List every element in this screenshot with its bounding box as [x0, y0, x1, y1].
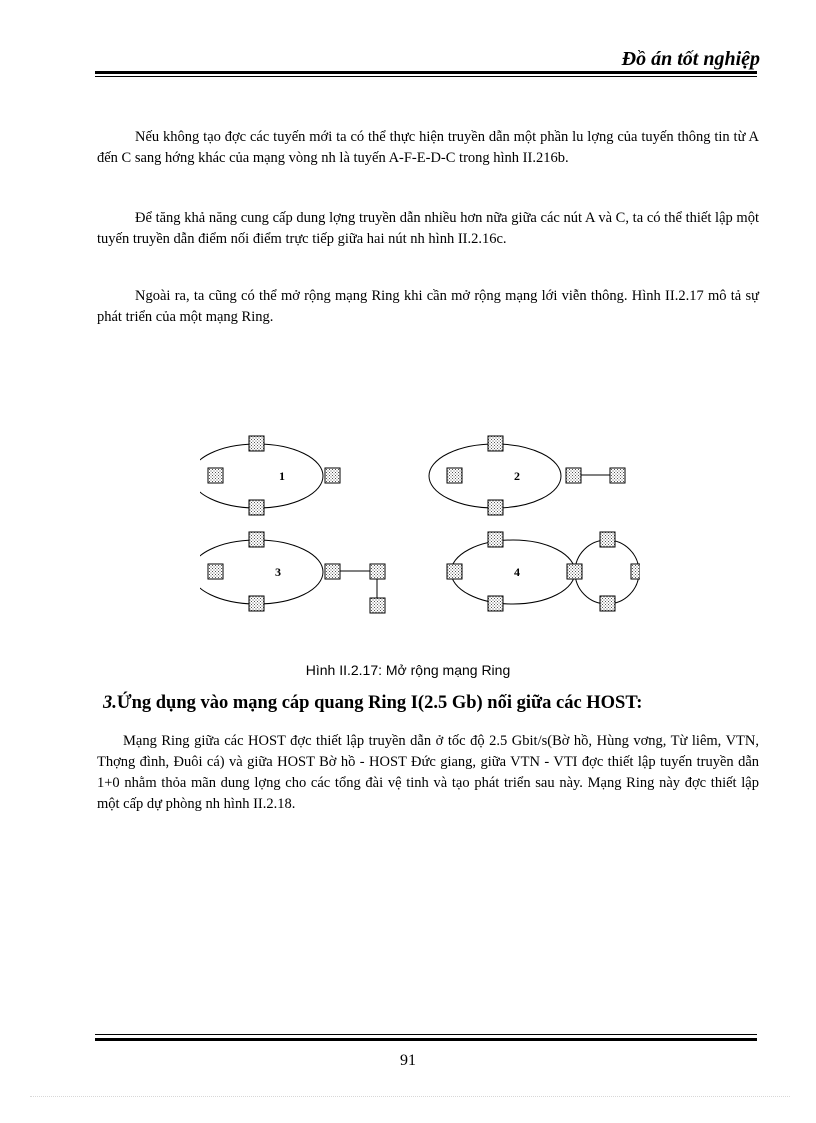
paragraph-1: [97, 127, 759, 169]
ring-2-node-left: [447, 468, 462, 483]
ring-4-second-node-bottom: [600, 596, 615, 611]
ring-2-node-spur: [610, 468, 625, 483]
footer-rule-thick: [95, 1038, 757, 1041]
ring-4-node-left: [447, 564, 462, 579]
ring-3-node-top: [249, 532, 264, 547]
ring-2-node-top: [488, 436, 503, 451]
paragraph-4: [97, 731, 759, 815]
ring-3-node-left: [208, 564, 223, 579]
ring-3: [200, 532, 385, 613]
section-title: Ứng dụng vào mạng cáp quang Ring I(2.5 Gb) nối giữa các HOST:: [116, 693, 643, 713]
page-number: 91: [400, 1052, 416, 1069]
ring-4-second-node-right: [631, 564, 640, 579]
paragraph-2: [97, 208, 759, 250]
ring-3-node-spur-bottom: [370, 598, 385, 613]
ring-1-label: 1: [279, 469, 285, 483]
ring-figure: [200, 430, 640, 620]
ring-1-node-top: [249, 436, 264, 451]
ring-1: [200, 436, 340, 515]
ring-4-node-bottom: [488, 596, 503, 611]
section-heading: [103, 693, 803, 714]
ring-4-label: 4: [514, 565, 520, 579]
header-title: Đồ án tốt nghiệp: [621, 48, 760, 70]
header-rule-thick: [95, 71, 757, 74]
ring-2-label: 2: [514, 469, 520, 483]
ring-2: [429, 436, 625, 515]
ring-3-label: 3: [275, 565, 281, 579]
footer-rule-thin: [95, 1034, 757, 1035]
paragraph-2-text: Để tăng khả năng cung cấp dung lợng truyền dẫn nhiều hơn nữa giữa các nút A và C, ta có thể thiết lập một tuyến truyền dẫn điểm nối điểm trực tiếp giữa hai nút nh hình II.2.16c.: [97, 210, 759, 247]
ring-4-node-top: [488, 532, 503, 547]
figure-caption: Hình II.2.17: Mở rộng mạng Ring: [305, 662, 511, 678]
ring-2-node-right: [566, 468, 581, 483]
ring-1-node-bottom: [249, 500, 264, 515]
ring-2-node-bottom: [488, 500, 503, 515]
paragraph-3: [97, 286, 759, 328]
ring-4: [447, 532, 640, 611]
ring-3-node-bottom: [249, 596, 264, 611]
paragraph-3-text: Ngoài ra, ta cũng có thể mở rộng mạng Ring khi cần mở rộng mạng lới viễn thông. Hình II.2.17 mô tả sự phát triển của một mạng Ring.: [97, 288, 759, 325]
ring-3-node-right: [325, 564, 340, 579]
ring-1-node-right: [325, 468, 340, 483]
ring-4-node-shared: [567, 564, 582, 579]
footer-dotted-line: [30, 1096, 790, 1097]
paragraph-1-text: Nếu không tạo đợc các tuyến mới ta có thể thực hiện truyền dẫn một phần lu lợng của tuyến thông tin từ A đến C sang hớng khác của mạng vòng nh là tuyến A-F-E-D-C trong hình II.216b.: [97, 129, 759, 166]
ring-diagram: [200, 430, 640, 620]
ring-3-node-spur: [370, 564, 385, 579]
ring-4-second-node-top: [600, 532, 615, 547]
header-rule-thin: [95, 76, 757, 77]
section-number: 3.: [103, 693, 117, 713]
paragraph-4-text: Mạng Ring giữa các HOST đợc thiết lập truyền dẫn ở tốc độ 2.5 Gbit/s(Bờ hồ, Hùng vơng, Từ liêm, VTN, Thợng đình, Đuôi cá) và giữa HOST Bờ hồ - HOST Đức giang, giữa VTN - VTI đợc thiết lập tuyến truyền dẫn 1+0 nhằm thỏa mãn dung lợng cho các tổng đài vệ tinh và tạo phát triển sau này. Mạng Ring này đợc thiết lập một cấp dự phòng nh hình II.2.18.: [97, 733, 759, 812]
ring-4-loop: [451, 540, 575, 604]
ring-1-node-left: [208, 468, 223, 483]
ring-4-second-loop: [575, 540, 639, 604]
